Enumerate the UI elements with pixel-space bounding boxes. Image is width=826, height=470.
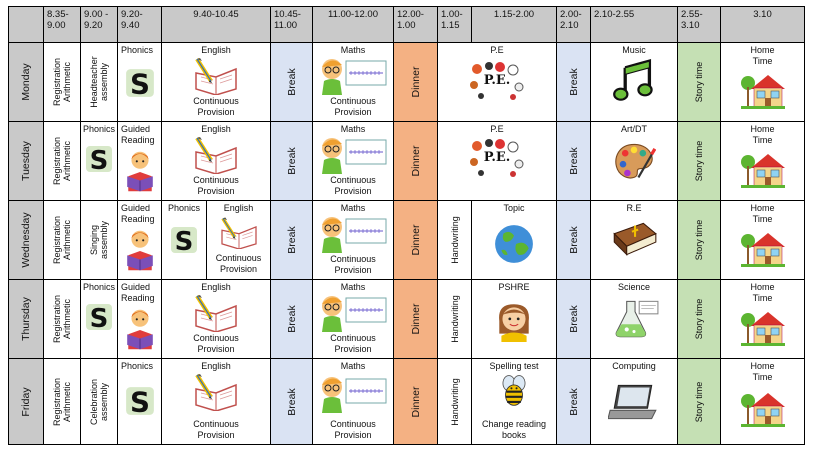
reading-child-icon — [124, 308, 156, 352]
phonics-s-icon — [124, 385, 156, 417]
house-icon — [741, 150, 785, 188]
bible-icon — [608, 219, 660, 261]
break-cell: Break — [271, 359, 313, 445]
corner-cell — [9, 7, 44, 43]
break-cell-2: Break — [557, 359, 591, 445]
registration-cell: Registration Arithmetic — [44, 43, 81, 122]
maths-cell: Maths Continuous Provision — [313, 201, 394, 280]
time-255: 2.55- 3.10 — [678, 7, 721, 43]
time-1100: 11.00-12.00 — [313, 7, 394, 43]
handwriting-cell: Handwriting — [438, 280, 472, 359]
break-cell: Break — [271, 280, 313, 359]
maths-kid-icon — [318, 292, 388, 332]
paint-palette-icon — [612, 140, 656, 184]
phonics-s-icon — [169, 225, 199, 255]
maths-cell: Maths Continuous Provision — [313, 43, 394, 122]
time-header-row — [9, 7, 805, 43]
timetable — [8, 6, 805, 445]
flask-icon — [608, 296, 660, 340]
day-label-wednesday: Wednesday — [9, 201, 44, 280]
time-920: 9.20- 9.40 — [118, 7, 162, 43]
story-time-cell: Story time — [678, 201, 721, 280]
day-label-friday: Friday — [9, 359, 44, 445]
time-310: 3.10 — [721, 7, 805, 43]
maths-cell: Maths Continuous Provision — [313, 122, 394, 201]
break-cell-2: Break — [557, 201, 591, 280]
dinner-cell: Dinner — [394, 280, 438, 359]
celebration-assembly-cell: Celebration assembly — [81, 359, 118, 445]
spelling-test-cell: Spelling test Change reading books — [472, 359, 557, 445]
handwriting-cell: Handwriting — [438, 201, 472, 280]
time-1200: 12.00- 1.00 — [394, 7, 438, 43]
music-cell: Music — [591, 43, 678, 122]
home-time-cell: Home Time — [721, 359, 805, 445]
day-row-wednesday — [9, 201, 805, 280]
guided-reading-cell: Guided Reading — [118, 280, 162, 359]
pencil-book-icon — [190, 134, 242, 174]
break-cell: Break — [271, 122, 313, 201]
maths-cell: Maths Continuous Provision — [313, 359, 394, 445]
art-dt-cell: Art/DT — [591, 122, 678, 201]
time-940: 9.40-10.45 — [162, 7, 271, 43]
break-cell: Break — [271, 201, 313, 280]
dinner-cell: Dinner — [394, 43, 438, 122]
home-time-cell: Home Time — [721, 280, 805, 359]
maths-cell: Maths Continuous Provision — [313, 280, 394, 359]
home-time-cell: Home Time — [721, 122, 805, 201]
pshre-cell: PSHRE — [472, 280, 557, 359]
story-time-cell: Story time — [678, 122, 721, 201]
english-cell: English Continuous Provision — [162, 43, 271, 122]
pe-cell: P.E P.E. — [438, 43, 557, 122]
globe-icon — [493, 223, 535, 265]
time-100: 1.00- 1.15 — [438, 7, 472, 43]
maths-kid-icon — [318, 55, 388, 95]
break-cell: Break — [271, 43, 313, 122]
time-115: 1.15-2.00 — [472, 7, 557, 43]
day-label-tuesday: Tuesday — [9, 122, 44, 201]
dinner-cell: Dinner — [394, 201, 438, 280]
break-cell-2: Break — [557, 43, 591, 122]
phonics-subcell: Phonics — [162, 201, 207, 279]
home-time-cell: Home Time — [721, 43, 805, 122]
topic-cell: Topic — [472, 201, 557, 280]
headteacher-assembly-cell: Headteacher assembly — [81, 43, 118, 122]
break-cell-2: Break — [557, 280, 591, 359]
phonics-cell: Phonics — [118, 359, 162, 445]
dinner-cell: Dinner — [394, 359, 438, 445]
girl-icon — [493, 300, 535, 342]
house-icon — [741, 308, 785, 346]
home-time-cell: Home Time — [721, 201, 805, 280]
phonics-s-icon — [84, 302, 114, 332]
guided-reading-cell: Guided Reading — [118, 122, 162, 201]
time-1045: 10.45- 11.00 — [271, 7, 313, 43]
registration-cell: Registration Arithmetic — [44, 280, 81, 359]
laptop-icon — [608, 383, 660, 421]
day-label-thursday: Thursday — [9, 280, 44, 359]
time-835: 8.35- 9.00 — [44, 7, 81, 43]
phonics-cell: Phonics — [81, 280, 118, 359]
english-subcell: English Continuous Provision — [215, 203, 262, 274]
story-time-cell: Story time — [678, 43, 721, 122]
phonics-s-icon — [124, 67, 156, 99]
dinner-cell: Dinner — [394, 122, 438, 201]
day-row-tuesday — [9, 122, 805, 201]
day-label-monday: Monday — [9, 43, 44, 122]
pencil-book-icon — [190, 371, 242, 411]
phonics-s-icon — [84, 144, 114, 174]
re-cell: R.E — [591, 201, 678, 280]
maths-kid-icon — [318, 134, 388, 174]
english-cell: English Continuous Provision — [162, 359, 271, 445]
science-cell: Science — [591, 280, 678, 359]
day-row-friday — [9, 359, 805, 445]
time-200: 2.00- 2.10 — [557, 7, 591, 43]
singing-assembly-cell: Singing assembly — [81, 201, 118, 280]
handwriting-cell: Handwriting — [438, 359, 472, 445]
story-time-cell: Story time — [678, 280, 721, 359]
phonics-english-split-cell — [162, 201, 271, 280]
registration-cell: Registration Arithmetic — [44, 201, 81, 280]
phonics-cell: Phonics — [118, 43, 162, 122]
day-row-monday — [9, 43, 805, 122]
maths-kid-icon — [318, 213, 388, 253]
registration-cell: Registration Arithmetic — [44, 359, 81, 445]
house-icon — [741, 229, 785, 267]
maths-kid-icon — [318, 373, 388, 413]
registration-cell: Registration Arithmetic — [44, 122, 81, 201]
story-time-cell: Story time — [678, 359, 721, 445]
day-row-thursday — [9, 280, 805, 359]
bee-icon — [497, 373, 531, 407]
house-icon — [741, 71, 785, 109]
english-cell: English Continuous Provision — [162, 280, 271, 359]
pencil-book-icon — [190, 55, 242, 95]
break-cell-2: Break — [557, 122, 591, 201]
computing-cell: Computing — [591, 359, 678, 445]
pencil-book-icon — [217, 215, 261, 249]
reading-child-icon — [124, 229, 156, 273]
pencil-book-icon — [190, 292, 242, 332]
pe-cell: P.E P.E. — [438, 122, 557, 201]
guided-reading-cell: Guided Reading — [118, 201, 162, 280]
music-note-icon — [612, 59, 656, 103]
time-210: 2.10-2.55 — [591, 7, 678, 43]
house-icon — [741, 389, 785, 427]
phonics-cell: Phonics — [81, 122, 118, 201]
english-cell: English Continuous Provision — [162, 122, 271, 201]
reading-child-icon — [124, 150, 156, 194]
time-900: 9.00 - 9.20 — [81, 7, 118, 43]
